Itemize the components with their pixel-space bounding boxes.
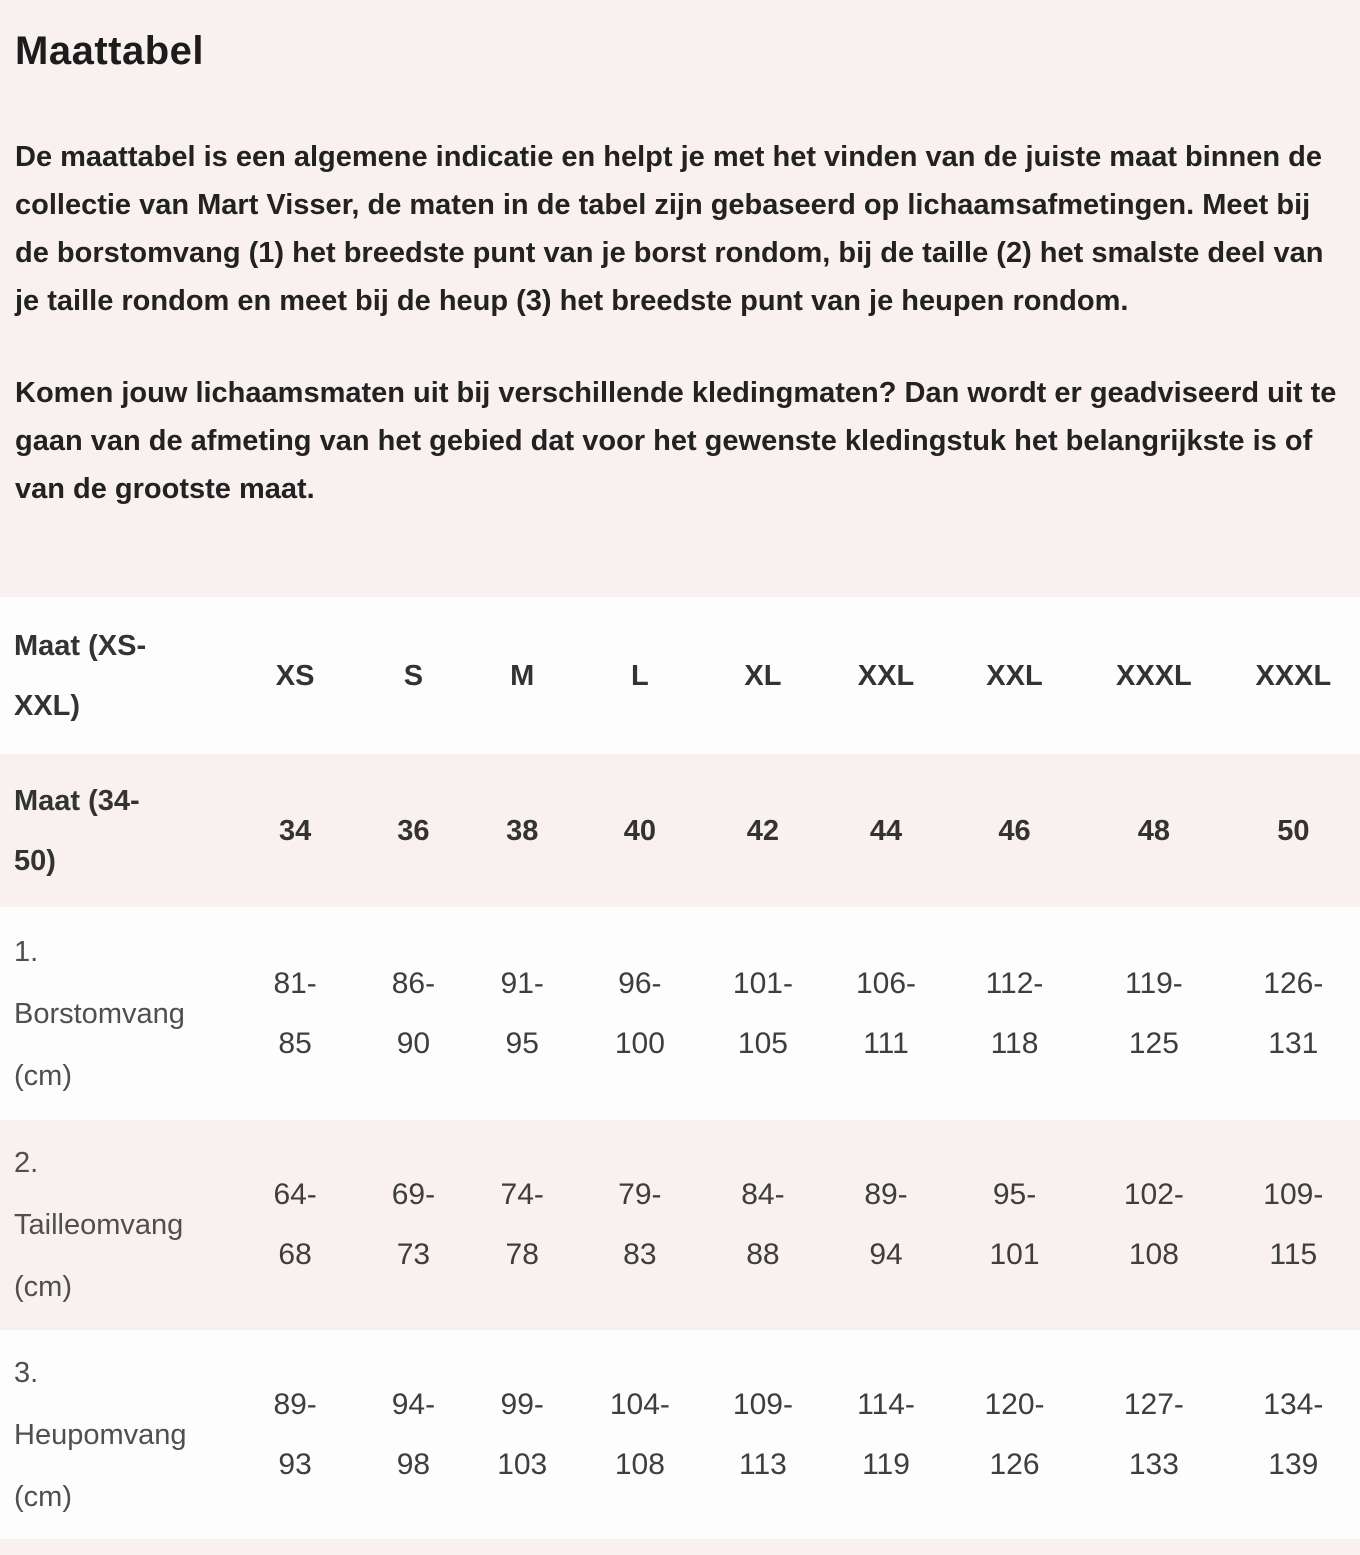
cell-size-numeric-7: 48 [1137, 814, 1171, 847]
row-label-size-alpha: Maat (XS- XXL) [14, 629, 147, 722]
cell-heupomvang-5: 114- 119 [857, 1387, 915, 1481]
cell-size-numeric-4: 42 [746, 814, 780, 847]
cell-size-numeric-5: 44 [869, 814, 903, 847]
table-row-size-alpha [0, 597, 1360, 754]
cell-tailleomvang-4: 84- 88 [741, 1178, 785, 1271]
cell-borstomvang-6: 112- 118 [985, 966, 1044, 1060]
cell-heupomvang-2: 99- 103 [497, 1387, 548, 1481]
cell-heupomvang-4: 109- 113 [732, 1387, 793, 1481]
cell-tailleomvang-6: 95- 101 [989, 1178, 1040, 1271]
cell-borstomvang-1: 86- 90 [391, 966, 436, 1060]
intro-paragraph-1: De maattabel is een algemene indicatie en helpt je met het vinden van de juiste maat binnen de collectie van Mart Visser, de maten in de tabel zijn gebaseerd op lichaamsafmetingen. Meet bij de borstomvang (1) het breedste punt van je borst rondom, bij de taille (2) het smalste deel van je taille rondom en meet bij de heup (3) het breedste punt van je heupen rondom. [15, 141, 1324, 317]
cell-tailleomvang-0: 64- 68 [273, 1178, 317, 1271]
cell-size-alpha-3: L [631, 659, 649, 692]
row-label-borstomvang: 1. Borstomvang (cm) [14, 935, 185, 1092]
cell-size-alpha-4: XL [744, 659, 782, 692]
cell-size-numeric-1: 36 [397, 814, 430, 847]
cell-borstomvang-5: 106- 111 [855, 966, 917, 1060]
cell-borstomvang-4: 101- 105 [732, 966, 793, 1060]
cell-heupomvang-7: 127- 133 [1123, 1387, 1184, 1481]
cell-heupomvang-1: 94- 98 [391, 1387, 436, 1481]
size-table [0, 597, 1360, 1539]
cell-tailleomvang-8: 109- 115 [1263, 1178, 1324, 1271]
cell-tailleomvang-3: 79- 83 [618, 1178, 662, 1271]
cell-size-alpha-0: XS [275, 659, 315, 692]
cell-heupomvang-6: 120- 126 [984, 1387, 1045, 1481]
cell-size-numeric-2: 38 [506, 814, 539, 847]
cell-size-numeric-3: 40 [623, 814, 656, 847]
cell-tailleomvang-7: 102- 108 [1123, 1178, 1184, 1271]
cell-heupomvang-3: 104- 108 [609, 1387, 670, 1481]
cell-tailleomvang-1: 69- 73 [391, 1178, 436, 1271]
cell-borstomvang-2: 91- 95 [500, 966, 544, 1060]
cell-borstomvang-0: 81- 85 [273, 966, 317, 1060]
cell-borstomvang-8: 126- 131 [1263, 966, 1324, 1060]
row-label-tailleomvang: 2. Tailleomvang (cm) [14, 1147, 184, 1303]
table-row-tailleomvang [0, 1120, 1360, 1330]
cell-size-numeric-6: 46 [998, 814, 1031, 847]
intro-section [0, 0, 1360, 597]
table-row-borstomvang [0, 907, 1360, 1120]
cell-heupomvang-0: 89- 93 [273, 1387, 317, 1481]
cell-size-numeric-8: 50 [1277, 814, 1310, 847]
cell-borstomvang-3: 96- 100 [614, 966, 665, 1060]
table-row-size-numeric [0, 754, 1360, 907]
cell-size-alpha-1: S [403, 659, 424, 692]
cell-size-alpha-7: XXXL [1116, 659, 1192, 692]
table-row-heupomvang [0, 1330, 1360, 1539]
row-label-size-numeric: Maat (34- 50) [14, 784, 140, 877]
cell-size-alpha-8: XXXL [1255, 659, 1332, 692]
cell-borstomvang-7: 119- 125 [1124, 966, 1183, 1060]
cell-size-alpha-6: XXL [986, 659, 1043, 692]
intro-paragraph-2: Komen jouw lichaamsmaten uit bij verschillende kledingmaten? Dan wordt er geadviseerd uit te gaan van de afmeting van het gebied dat voor het gewenste kledingstuk het belangrijkste is of van de grootste maat. [15, 377, 1337, 505]
cell-size-alpha-2: M [510, 659, 535, 692]
cell-size-alpha-5: XXL [857, 659, 915, 692]
row-label-heupomvang: 3. Heupomvang (cm) [14, 1356, 187, 1513]
cell-heupomvang-8: 134- 139 [1263, 1387, 1324, 1481]
cell-tailleomvang-2: 74- 78 [500, 1178, 544, 1271]
cell-size-numeric-0: 34 [278, 814, 312, 847]
cell-tailleomvang-5: 89- 94 [864, 1178, 908, 1271]
page-title: Maattabel [15, 29, 204, 73]
